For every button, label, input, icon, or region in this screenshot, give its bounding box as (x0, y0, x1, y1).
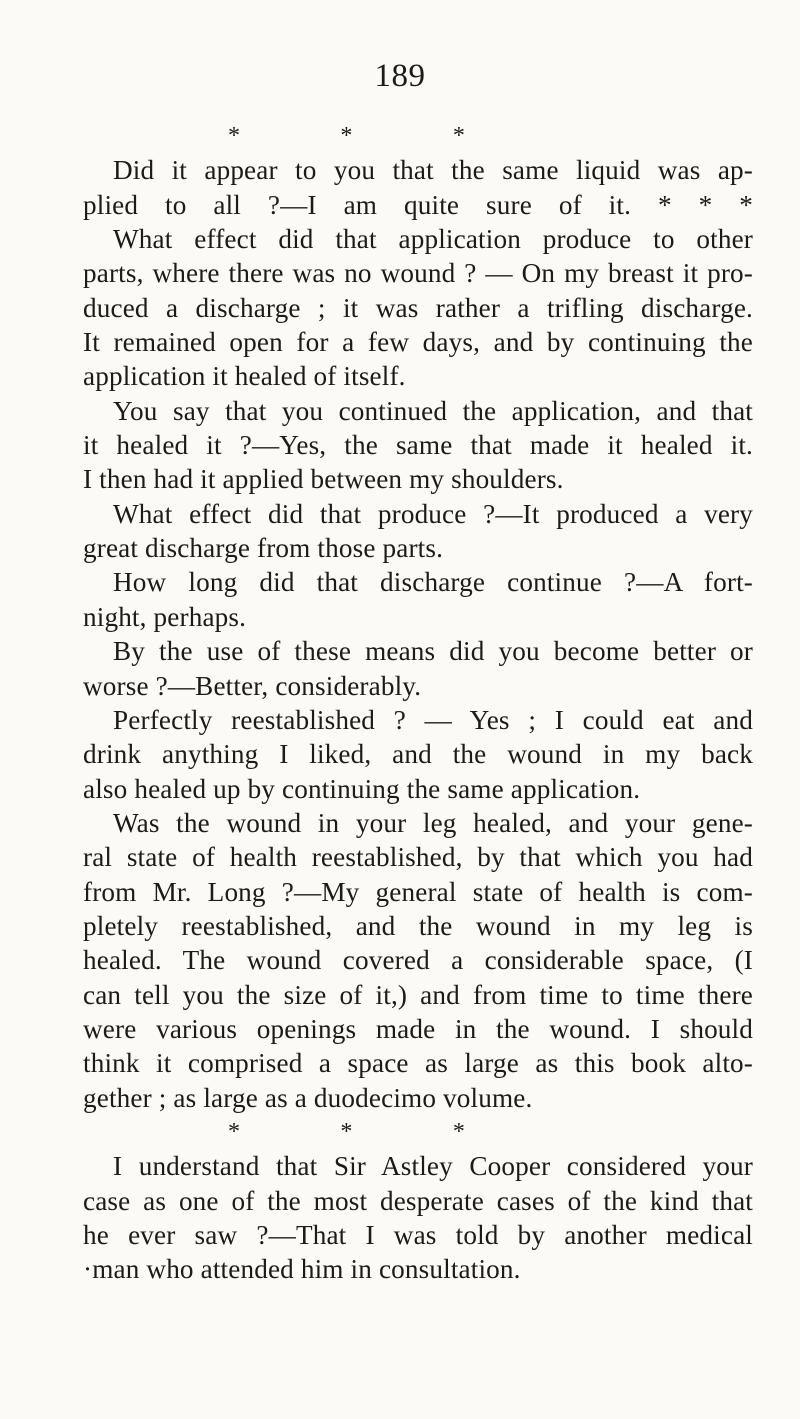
text-line: worse ?—Better, considerably. (83, 670, 422, 701)
text-line: application it healed of itself. (83, 361, 406, 392)
text-line: great discharge from those parts. (83, 533, 444, 564)
text-line: he ever saw ?—That I was told by another medical (83, 1220, 753, 1250)
text-line: What effect did that produce ?—It produced a very (113, 498, 753, 529)
asterisk-mark: * (452, 123, 465, 149)
text-line: healed. The wound covered a considerable space, (I (83, 945, 753, 976)
text-line: parts, where there was no wound ? — On my breast it pro- (83, 258, 753, 289)
text-line: from Mr. Long ?—My general state of health is com- (83, 876, 753, 907)
text-line: duced a discharge ; it was rather a trifling discharge. (83, 292, 753, 323)
text-line: How long did that discharge continue ?—A fort- (113, 567, 753, 598)
text-line: I then had it applied between my shoulders. (83, 464, 564, 495)
text-line: gether ; as large as a duodecimo volume. (83, 1082, 533, 1113)
text-line: case as one of the most desperate cases of the kind that (83, 1185, 753, 1216)
asterisk-mark: * (228, 123, 241, 149)
text-line: it healed it ?—Yes, the same that made it healed it. (83, 430, 753, 461)
text-line: Was the wound in your leg healed, and your gene- (113, 807, 753, 838)
text-line: It remained open for a few days, and by continuing the (83, 327, 753, 358)
asterisk-mark: * (228, 1118, 241, 1145)
section-separator (228, 1115, 465, 1149)
asterisk-mark: * (452, 1118, 465, 1145)
text-line: Did it appear to you that the same liquid was ap- (113, 155, 753, 186)
text-line: Perfectly reestablished ? — Yes ; I could eat and (113, 704, 753, 735)
asterisk-mark: * (340, 123, 353, 149)
asterisk-mark: * (340, 1118, 353, 1145)
page-number: 189 (374, 58, 426, 94)
text-line: pletely reestablished, and the wound in my leg is (83, 910, 753, 941)
text-line: What effect did that application produce to other (113, 224, 753, 255)
text-line: By the use of these means did you become better or (113, 636, 753, 667)
text-line: also healed up by continuing the same application. (83, 773, 641, 804)
text-line: can tell you the size of it,) and from time to time there (83, 979, 753, 1010)
text-line: ·man who attended him in consultation. (83, 1254, 521, 1285)
text-line: I understand that Sir Astley Cooper considered your (113, 1151, 753, 1182)
text-line: You say that you continued the application, and that (113, 395, 753, 426)
text-line: ral state of health reestablished, by that which you had (83, 842, 753, 873)
text-line: were various openings made in the wound. I should (83, 1013, 753, 1044)
text-line: drink anything I liked, and the wound in my back (83, 739, 753, 770)
text-line: night, perhaps. (83, 601, 247, 632)
text-line: plied to all ?—I am quite sure of it. * * * (83, 189, 753, 220)
body-text (83, 119, 753, 1287)
section-separator (228, 119, 465, 153)
text-line: think it comprised a space as large as this book alto- (83, 1048, 753, 1079)
